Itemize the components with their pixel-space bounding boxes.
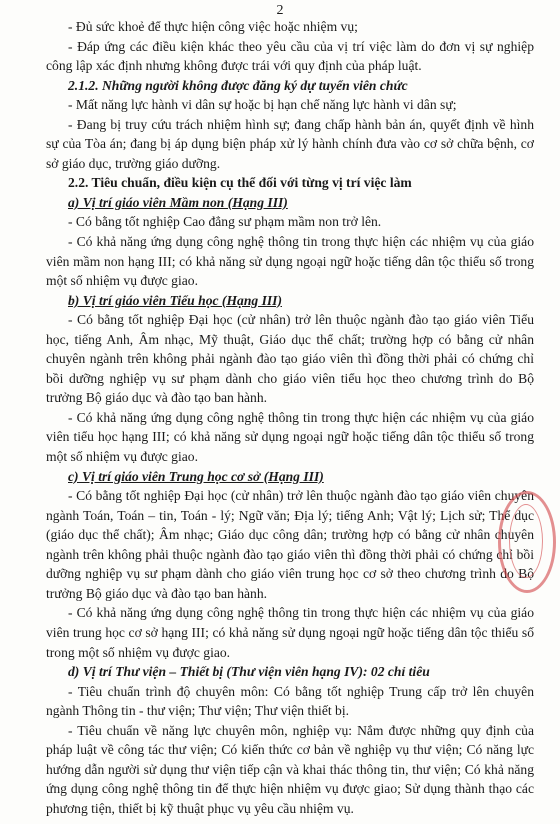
subsection-heading: d) Vị trí Thư viện – Thiết bị (Thư viện viên hạng IV): 02 chỉ tiêu: [68, 664, 430, 680]
paragraph: - Đang bị truy cứu trách nhiệm hình sự; đang chấp hành bản án, quyết định về hình sự của Tòa án; đang bị áp dụng biện pháp xử lý hành chính đưa vào cơ sở chữa bệnh, cơ sở giáo dục, trường giáo dưỡng.: [46, 116, 534, 171]
paragraph: - Có bằng tốt nghiệp Đại học (cử nhân) trở lên thuộc ngành đào tạo giáo viên Tiểu học, tiếng Anh, Âm nhạc, Mỹ thuật, Giáo dục thể chất; trường hợp có bằng cử nhân chuyên ngành trên không phải ngành đào tạo giáo viên thì đồng thời phải có chứng chỉ bồi dưỡng nghiệp vụ sư phạm dành cho giáo viên tiểu học theo chương trình do Bộ trưởng Bộ giáo dục và đào tạo ban hành.: [46, 312, 534, 406]
paragraph: - Tiêu chuẩn trình độ chuyên môn: Có bằng tốt nghiệp Trung cấp trở lên chuyên ngành Thông tin - thư viện; Thư viện; Thư viện thiết bị.: [46, 683, 534, 719]
subsection-heading: b) Vị trí giáo viên Tiểu học (Hạng III): [68, 292, 282, 308]
paragraph: - Có bằng tốt nghiệp Cao đẳng sư phạm mầm non trở lên.: [68, 214, 382, 230]
section-heading: 2.2. Tiêu chuẩn, điều kiện cụ thể đối với từng vị trí việc làm: [68, 175, 412, 191]
paragraph: - Có bằng tốt nghiệp Đại học (cử nhân) trở lên thuộc ngành đào tạo giáo viên chuyên ngành Toán, Toán – tin, Toán - lý; Ngữ văn; Địa lý; tiếng Anh; Vật lý; Lịch sử; Thể dục (giáo dục thể chất); Âm nhạc; Giáo dục công dân; trường hợp có bằng cử nhân chuyên ngành trên không phải thuộc ngành đào tạo giáo viên thì đồng thời phải có chứng chỉ bồi dưỡng nghiệp vụ sư phạm dành cho giáo viên trung học cơ sở theo chương trình do Bộ trưởng Bộ giáo dục và đào tạo ban hành.: [46, 488, 534, 601]
page-number: 2: [276, 3, 284, 18]
document-body: [46, 17, 534, 818]
seal-inner-ring: [509, 504, 543, 578]
subsection-heading: c) Vị trí giáo viên Trung học cơ sở (Hạng III): [68, 468, 324, 484]
paragraph: - Có khả năng ứng dụng công nghệ thông tin trong thực hiện các nhiệm vụ của giáo viên trung học cơ sở hạng III; có khả năng sử dụng ngoại ngữ hoặc tiếng dân tộc thiểu số trong một số nhiệm vụ được giao.: [46, 605, 534, 660]
paragraph: - Đủ sức khoẻ để thực hiện công việc hoặc nhiệm vụ;: [68, 19, 358, 34]
paragraph: - Mất năng lực hành vi dân sự hoặc bị hạn chế năng lực hành vi dân sự;: [68, 97, 457, 113]
subsection-heading: a) Vị trí giáo viên Mầm non (Hạng III): [68, 194, 288, 210]
paragraph: - Có khả năng ứng dụng công nghệ thông tin trong thực hiện các nhiệm vụ của giáo viên mầm non hạng III; có khả năng sử dụng ngoại ngữ hoặc tiếng dân tộc thiểu số trong một số nhiệm vụ được giao.: [46, 234, 534, 289]
section-heading: 2.1.2. Những người không được đăng ký dự tuyển viên chức: [68, 77, 408, 93]
red-seal-stamp: [498, 491, 556, 593]
paragraph: - Tiêu chuẩn về năng lực chuyên môn, nghiệp vụ: Nắm được những quy định của pháp luật về công tác thư viện; Có kiến thức cơ bản về nghiệp vụ thư viện; Có năng lực hướng dẫn người sử dụng thư viện tiếp cận và khai thác thông tin, thư viện; Có khả năng ứng dụng công nghệ thông tin để thực hiện nhiệm vụ được giao; Sử dụng thành thạo các phương tiện, thiết bị kỹ thuật phục vụ yêu cầu nhiệm vụ.: [46, 722, 534, 816]
paragraph: - Đáp ứng các điều kiện khác theo yêu cầu của vị trí việc làm do đơn vị sự nghiệp công lập xác định nhưng không được trái với quy định của pháp luật.: [46, 38, 534, 74]
paragraph: - Có khả năng ứng dụng công nghệ thông tin trong thực hiện các nhiệm vụ của giáo viên tiểu học hạng III; có khả năng sử dụng ngoại ngữ hoặc tiếng dân tộc thiểu số trong một số nhiệm vụ được giao.: [46, 409, 534, 465]
